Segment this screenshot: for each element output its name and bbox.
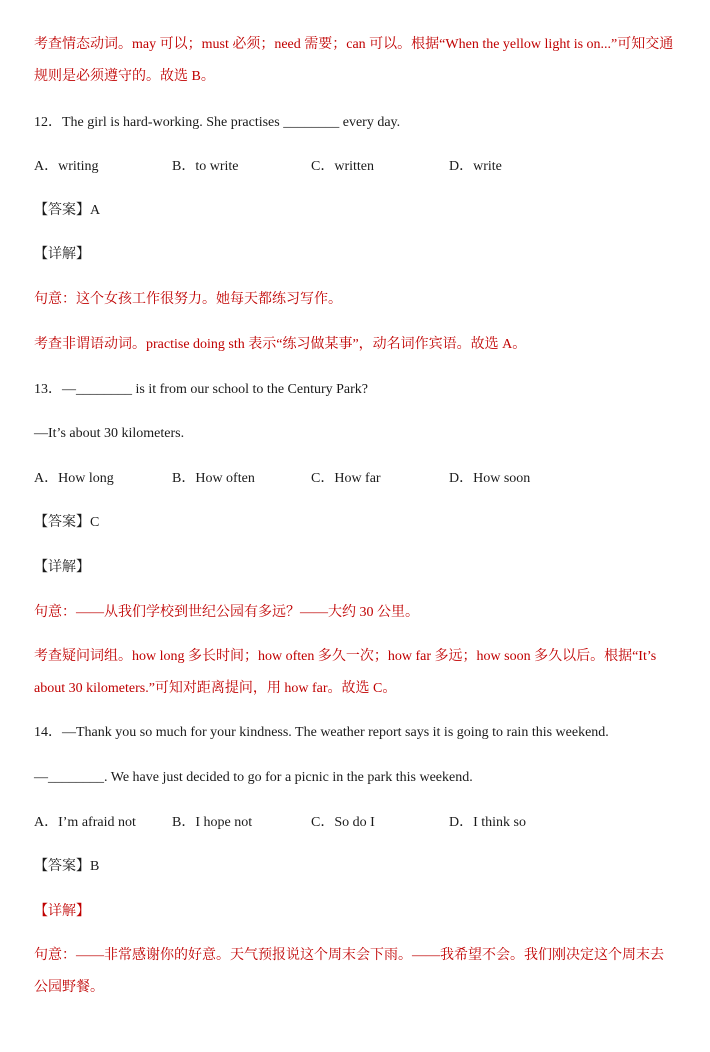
q14-meaning-line1: 句意：——非常感谢你的好意。天气预报说这个周末会下雨。——我希望不会。我们刚决定这个周末去 [34, 948, 664, 963]
q11-explanation-line2: 规则是必须遵守的。故选 B。 [34, 69, 215, 84]
q13-option-b: B．How often [172, 471, 255, 486]
q13-explanation-line2: about 30 kilometers.”可知对距离提问，用 how far。故选 C。 [34, 681, 397, 696]
q12-explanation: 考查非谓语动词。practise doing sth 表示“练习做某事”，动名词作宾语。故选 A。 [34, 337, 527, 352]
q14-option-d: D．I think so [449, 815, 526, 830]
q13-option-c: C．How far [311, 471, 381, 486]
q14-option-b: B．I hope not [172, 815, 253, 830]
q13-option-d: D．How soon [449, 471, 531, 486]
q12-option-b: B．to write [172, 159, 239, 174]
q12-detail-heading: 【详解】 [34, 247, 90, 262]
q12-answer: 【答案】A [34, 203, 101, 218]
q14-option-c: C．So do I [311, 815, 375, 830]
q12-option-c: C．written [311, 159, 374, 174]
q11-explanation-line1: 考查情态动词。may 可以；must 必须；need 需要；can 可以。根据“When the yellow light is on...”可知交通 [34, 37, 674, 52]
q13-explanation-line1: 考查疑问词组。how long 多长时间；how often 多久一次；how far 多远；how soon 多久以后。根据“It’s [34, 649, 657, 664]
q12-meaning: 句意：这个女孩工作很努力。她每天都练习写作。 [34, 292, 342, 307]
q12-option-a: A．writing [34, 159, 99, 174]
q14-stem: 14．—Thank you so much for your kindness. The weather report says it is going to rain this weekend. [34, 725, 609, 740]
q14-detail-heading: 【详解】 [34, 904, 90, 919]
q13-detail-heading: 【详解】 [34, 560, 90, 575]
q13-reply: —It’s about 30 kilometers. [34, 426, 185, 441]
q14-option-a: A．I’m afraid not [34, 815, 136, 830]
q14-reply: —________. We have just decided to go for a picnic in the park this weekend. [34, 770, 473, 785]
q13-stem: 13．—________ is it from our school to the Century Park? [34, 382, 369, 397]
q13-answer: 【答案】C [34, 515, 100, 530]
q12-stem: 12．The girl is hard-working. She practises ________ every day. [34, 115, 401, 130]
q14-answer: 【答案】B [34, 859, 100, 874]
q14-meaning-line2: 公园野餐。 [34, 980, 104, 995]
q12-option-d: D．write [449, 159, 502, 174]
q13-meaning: 句意：——从我们学校到世纪公园有多远？——大约 30 公里。 [34, 605, 419, 620]
q13-option-a: A．How long [34, 471, 114, 486]
